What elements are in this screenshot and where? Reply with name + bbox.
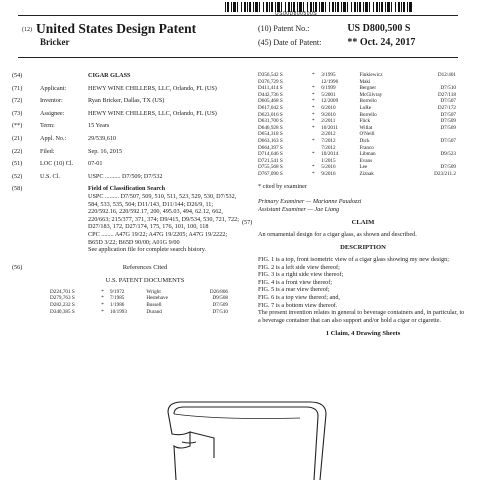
reference-cell: 2/2012 — [321, 131, 336, 138]
field-value: Ryan Bricker, Dallas, TX (US) — [88, 97, 165, 105]
barcode-bar — [325, 2, 326, 12]
reference-cell: D356,542 S — [258, 72, 283, 78]
barcode-bar — [255, 2, 258, 12]
reference-cell: * — [311, 91, 315, 98]
bibliographic-field — [12, 84, 240, 93]
reference-cell: Lee — [359, 164, 368, 171]
reference-row — [258, 79, 458, 86]
field-code: (51) — [12, 160, 23, 168]
claim-section — [242, 219, 468, 227]
reference-cell: 7/2012 — [321, 137, 336, 144]
reference-cell: * — [311, 124, 315, 131]
bibliographic-field — [12, 122, 240, 130]
reference-cell: 9/2016 — [321, 170, 336, 177]
bibliographic-field — [12, 160, 240, 168]
header-rule-lower — [18, 57, 458, 58]
barcode-bar — [387, 2, 390, 12]
reference-cell: D654,318 S — [258, 131, 283, 138]
reference-cell: Bussell — [146, 302, 162, 309]
reference-cell: D7/507 — [440, 98, 456, 105]
references-field — [12, 263, 240, 272]
barcode-bar — [244, 2, 246, 12]
barcode-bar — [395, 2, 396, 12]
field-label: LOC (10) Cl. — [40, 160, 74, 168]
barcode-bar — [259, 2, 260, 12]
field-value: 29/539,610 — [88, 134, 117, 142]
barcode-bar — [359, 2, 361, 12]
reference-row — [258, 112, 458, 119]
reference-cell — [410, 145, 458, 152]
reference-row — [258, 171, 458, 178]
reference-row — [258, 145, 458, 152]
barcode-bar — [237, 2, 238, 12]
assistant-examiner: Assistant Examiner — Jae Liang — [258, 205, 340, 213]
search-uspc: USPC ......... D7/507, 509, 510, 511, 523, 529, 530, D7/532, 584, 533, 535, 504; D11/143, D11/144; D26/9, 11; 220/592.16, 220/592.17, 200, 495.03, 494, 62.12, 662, 220/663; 215/377, 371, 374; D9/415, D9/534, 530, 721, 722; D27/183, 172, D27/174, 175, 176, 101, 100, 118 — [88, 192, 239, 231]
barcode-bar — [391, 2, 392, 12]
reference-cell — [410, 79, 458, 86]
barcode-bar — [335, 2, 336, 12]
field-code: (54) — [12, 72, 23, 79]
reference-cell: Willat — [359, 124, 373, 131]
barcode-bar — [231, 2, 232, 12]
reference-cell — [312, 79, 321, 86]
reference-cell: Dick — [359, 137, 370, 144]
barcode-bar — [253, 2, 254, 12]
description-line: FIG. 5 is a rear view thereof; — [258, 286, 330, 294]
field-code: (72) — [12, 97, 23, 105]
reference-cell: 1/2015 — [321, 157, 336, 164]
barcode-bar — [403, 2, 405, 12]
reference-cell: D7/509 — [440, 164, 456, 171]
reference-cell: Borrello — [359, 98, 377, 105]
reference-cell: 10/1993 — [109, 308, 127, 315]
reference-cell: McGilvray — [359, 91, 383, 98]
reference-row — [258, 151, 458, 158]
reference-cell — [312, 131, 321, 138]
search-heading: Field of Classification Search — [88, 185, 166, 193]
barcode-bar — [225, 2, 226, 12]
reference-cell: D623,016 S — [258, 111, 283, 118]
reference-cell: D721,541 S — [258, 157, 283, 164]
barcode-bar — [343, 2, 346, 12]
reference-cell: * — [101, 288, 104, 295]
barcode-bar — [321, 2, 324, 12]
barcode-bar — [381, 2, 383, 12]
reference-cell: D27/172 — [437, 104, 456, 111]
barcode-number: US00D800500S — [275, 11, 318, 17]
reference-cell: Maki — [359, 78, 371, 85]
inventor-short: Bricker — [40, 37, 70, 47]
barcode-bar — [319, 2, 320, 12]
reference-cell: Evans — [359, 157, 373, 164]
reference-cell: 7/2012 — [321, 144, 336, 151]
claim-heading: CLAIM — [351, 219, 375, 227]
reference-cell — [410, 158, 458, 165]
description-body — [258, 256, 468, 324]
cigar-glass-drawing — [160, 398, 340, 480]
reference-cell: D646,928 S — [258, 124, 283, 131]
reference-cell: D282,232 S — [50, 302, 75, 309]
description-line: FIG. 4 is a front view thereof; — [258, 278, 333, 286]
reference-row — [258, 131, 458, 138]
field-label: Inventor: — [40, 97, 63, 105]
reference-cell: D9/508 — [212, 295, 228, 302]
barcode-bar — [233, 2, 236, 12]
reference-cell — [312, 158, 321, 165]
barcode — [225, 2, 415, 12]
reference-cell: * — [311, 164, 315, 171]
bibliographic-field — [12, 134, 240, 143]
reference-cell: D7/510 — [212, 308, 228, 315]
reference-row — [258, 164, 458, 171]
bibliographic-column — [12, 72, 240, 315]
bibliographic-field — [12, 109, 240, 118]
field-code: (22) — [12, 147, 23, 155]
barcode-bar — [409, 2, 412, 12]
barcode-bar — [354, 2, 356, 12]
reference-cell: 6/2010 — [321, 104, 336, 111]
reference-cell: D279,763 S — [50, 295, 75, 302]
reference-cell: 7/1985 — [109, 295, 125, 302]
reference-cell: * — [311, 118, 315, 125]
reference-cell: 12/2009 — [321, 98, 339, 105]
patent-title-block — [22, 20, 196, 38]
patent-number-block — [258, 22, 415, 50]
search-note: See application file for complete search history. — [88, 246, 206, 254]
reference-cell: Wright — [146, 288, 161, 295]
reference-cell: Borrello — [359, 111, 377, 118]
field-code: (56) — [12, 263, 23, 271]
reference-cell: D26/806 — [209, 288, 228, 295]
reference-cell: D7/507 — [440, 137, 456, 144]
bibliographic-fields — [12, 72, 240, 180]
reference-cell: * — [101, 308, 104, 315]
reference-cell: * — [311, 104, 315, 111]
reference-cell: 10/2014 — [321, 151, 339, 158]
reference-cell: Libman — [359, 151, 376, 158]
patent-date: ** Oct. 24, 2017 — [347, 37, 416, 48]
right-column — [242, 72, 468, 342]
patent-title: United States Design Patent — [36, 21, 197, 36]
barcode-bar — [263, 2, 264, 12]
reference-cell: 9/2010 — [321, 111, 336, 118]
primary-examiner: Primary Examiner — Marianne Paudozzi — [258, 198, 362, 206]
barcode-bar — [266, 2, 268, 12]
reference-cell: * — [311, 98, 315, 105]
barcode-bar — [398, 2, 400, 12]
reference-cell: 6/1999 — [321, 85, 336, 92]
reference-row — [258, 125, 458, 132]
barcode-bar — [341, 2, 342, 12]
kind-code: (12) — [22, 27, 32, 33]
search-cpc: CPC ........ A47G 19/22; A47G 19/2205; A47G 19/2222; B65D 3/22; B65D 90/00; A01G 9/00 — [88, 230, 228, 246]
field-code: (71) — [12, 84, 23, 92]
reference-cell: D617,042 S — [258, 104, 283, 111]
barcode-bar — [385, 2, 386, 12]
reference-cell: D442,736 S — [258, 91, 283, 98]
barcode-bar — [365, 2, 368, 12]
reference-cell — [410, 131, 458, 138]
search-field — [12, 185, 240, 254]
reference-cell: D663,163 S — [258, 137, 283, 144]
barcode-bar — [329, 2, 330, 12]
reference-cell: * — [101, 302, 104, 309]
description-line: The present invention relates in general to beverage containers and, in particular, to a beverage container that can also support and/or hold a cigar or cigarette. — [258, 309, 465, 324]
barcode-bar — [269, 2, 270, 12]
field-value: Sep. 16, 2015 — [88, 147, 123, 155]
reference-cell: Franco — [359, 144, 374, 151]
reference-cell: 2/2011 — [321, 118, 336, 125]
barcode-bar — [249, 2, 251, 12]
barcode-bar — [407, 2, 408, 12]
field-value: 07-01 — [88, 160, 103, 168]
barcode-bar — [379, 2, 380, 12]
reference-cell: * — [311, 170, 315, 177]
description-line: FIG. 1 is a top, front isometric view of a cigar glass showing my new design; — [258, 256, 449, 264]
barcode-bar — [363, 2, 364, 12]
reference-cell: Bergner — [359, 85, 377, 92]
reference-row — [258, 138, 458, 145]
barcode-bar — [247, 2, 248, 12]
field-value: USPC .......... D7/509; D7/532 — [88, 172, 163, 180]
reference-row — [50, 309, 230, 316]
reference-cell: D7/507 — [440, 111, 456, 118]
references-heading: References Cited — [122, 263, 168, 271]
references-table-right — [258, 72, 458, 178]
field-label: Term: — [40, 122, 55, 130]
field-code: (73) — [12, 109, 23, 117]
reference-row — [50, 295, 230, 302]
reference-cell: D755,568 S — [258, 164, 283, 171]
barcode-bar — [332, 2, 334, 12]
barcode-bar — [357, 2, 358, 12]
reference-row — [50, 302, 230, 309]
reference-cell: Durand — [146, 308, 162, 315]
description-line: FIG. 7 is a bottom view thereof. — [258, 301, 338, 309]
description-line: FIG. 6 is a top view thereof; and, — [258, 294, 340, 302]
reference-cell: Finkiewicz — [359, 72, 383, 78]
description-heading: DESCRIPTION — [340, 244, 386, 252]
field-value: HEWY WINE CHILLERS, LLC, Orlando, FL (US) — [88, 109, 217, 117]
patent-number: US D800,500 S — [347, 23, 411, 34]
reference-cell: * — [311, 151, 315, 158]
barcode-bar — [227, 2, 229, 12]
reference-cell: D27/118 — [438, 91, 456, 98]
reference-cell: 12/1996 — [321, 78, 339, 85]
barcode-bar — [337, 2, 339, 12]
barcode-bar — [376, 2, 378, 12]
barcode-bar — [369, 2, 370, 12]
description-line: FIG. 2 is a left side view thereof; — [258, 263, 340, 271]
field-label: Assignee: — [40, 109, 65, 117]
reference-cell: 9/1972 — [109, 288, 125, 295]
bibliographic-field — [12, 97, 240, 105]
bibliographic-field — [12, 172, 240, 181]
reference-cell: 10/2011 — [321, 124, 338, 131]
barcode-bar — [347, 2, 348, 12]
references-subheading: U.S. PATENT DOCUMENTS — [105, 277, 185, 285]
reference-cell: 5/2016 — [321, 164, 336, 171]
field-label: U.S. Cl. — [40, 172, 60, 180]
patent-no-code: (10) — [258, 24, 272, 33]
reference-cell: D340,385 S — [50, 308, 75, 315]
reference-cell: D605,468 S — [258, 98, 283, 105]
reference-cell: D23/211.2 — [434, 170, 456, 177]
reference-row — [258, 72, 458, 79]
field-code: (52) — [12, 172, 23, 180]
barcode-bar — [271, 2, 273, 12]
barcode-bar — [351, 2, 352, 12]
reference-cell: * — [101, 295, 104, 302]
reference-cell: D376,729 S — [258, 78, 283, 85]
field-code: (21) — [12, 134, 23, 142]
barcode-bar — [241, 2, 242, 12]
reference-cell: O'Neill — [359, 131, 375, 138]
reference-cell: * — [311, 111, 315, 118]
reference-cell: Flick — [359, 118, 371, 125]
cited-note: * cited by examiner — [258, 182, 307, 190]
reference-cell: D664,397 S — [258, 144, 283, 151]
claims-summary: 1 Claim, 4 Drawing Sheets — [325, 330, 401, 338]
reference-cell: D411,414 S — [258, 85, 283, 92]
claim-text: An ornamental design for a cigar glass, as shown and described. — [258, 230, 417, 238]
reference-row — [258, 158, 458, 165]
field-label: Applicant: — [40, 84, 67, 92]
reference-cell: * — [311, 72, 315, 78]
field-label: Appl. No.: — [40, 134, 67, 142]
reference-cell: D631,700 S — [258, 118, 283, 125]
field-label: Filed: — [40, 147, 55, 155]
bibliographic-field — [12, 147, 240, 156]
reference-cell: D224,701 S — [50, 288, 75, 295]
reference-row — [258, 92, 458, 99]
reference-row — [258, 118, 458, 125]
field-value: HEWY WINE CHILLERS, LLC, Orlando, FL (US) — [88, 84, 217, 92]
reference-row — [258, 98, 458, 105]
reference-cell: D12/401 — [437, 72, 456, 78]
reference-cell: * — [311, 85, 315, 92]
reference-cell: Ziznak — [359, 170, 374, 177]
claim-code: (57) — [242, 219, 253, 227]
reference-cell: * — [311, 137, 315, 144]
field-value: CIGAR GLASS — [88, 72, 131, 79]
field-value: 15 Years — [88, 122, 110, 130]
reference-cell: D9/523 — [440, 151, 456, 158]
reference-cell: Hestehave — [146, 295, 168, 302]
bibliographic-field — [12, 72, 240, 80]
field-code: (**) — [12, 122, 23, 130]
date-label: Date of Patent: — [273, 38, 322, 47]
reference-cell: D7/510 — [440, 85, 456, 92]
reference-row — [258, 85, 458, 92]
field-code: (58) — [12, 185, 23, 193]
description-line: FIG. 3 is a right side view thereof; — [258, 271, 344, 279]
reference-row — [50, 289, 230, 296]
reference-cell: D7/509 — [212, 302, 228, 309]
references-table-left — [50, 289, 230, 315]
reference-cell: 3/1995 — [321, 72, 336, 78]
header-rule — [18, 15, 458, 16]
reference-row — [258, 105, 458, 112]
reference-cell: LoRe — [359, 104, 371, 111]
patent-no-label: Patent No.: — [273, 24, 310, 33]
barcode-bar — [401, 2, 402, 12]
reference-cell — [312, 145, 321, 152]
reference-cell: D714,646 S — [258, 151, 283, 158]
reference-cell: 1/1986 — [109, 302, 125, 309]
reference-cell: D767,090 S — [258, 170, 283, 177]
barcode-bar — [373, 2, 374, 12]
date-code: (45) — [258, 38, 272, 47]
reference-cell: 5/2001 — [321, 91, 336, 98]
reference-cell: D7/509 — [440, 124, 456, 131]
reference-cell: D7/509 — [440, 118, 456, 125]
